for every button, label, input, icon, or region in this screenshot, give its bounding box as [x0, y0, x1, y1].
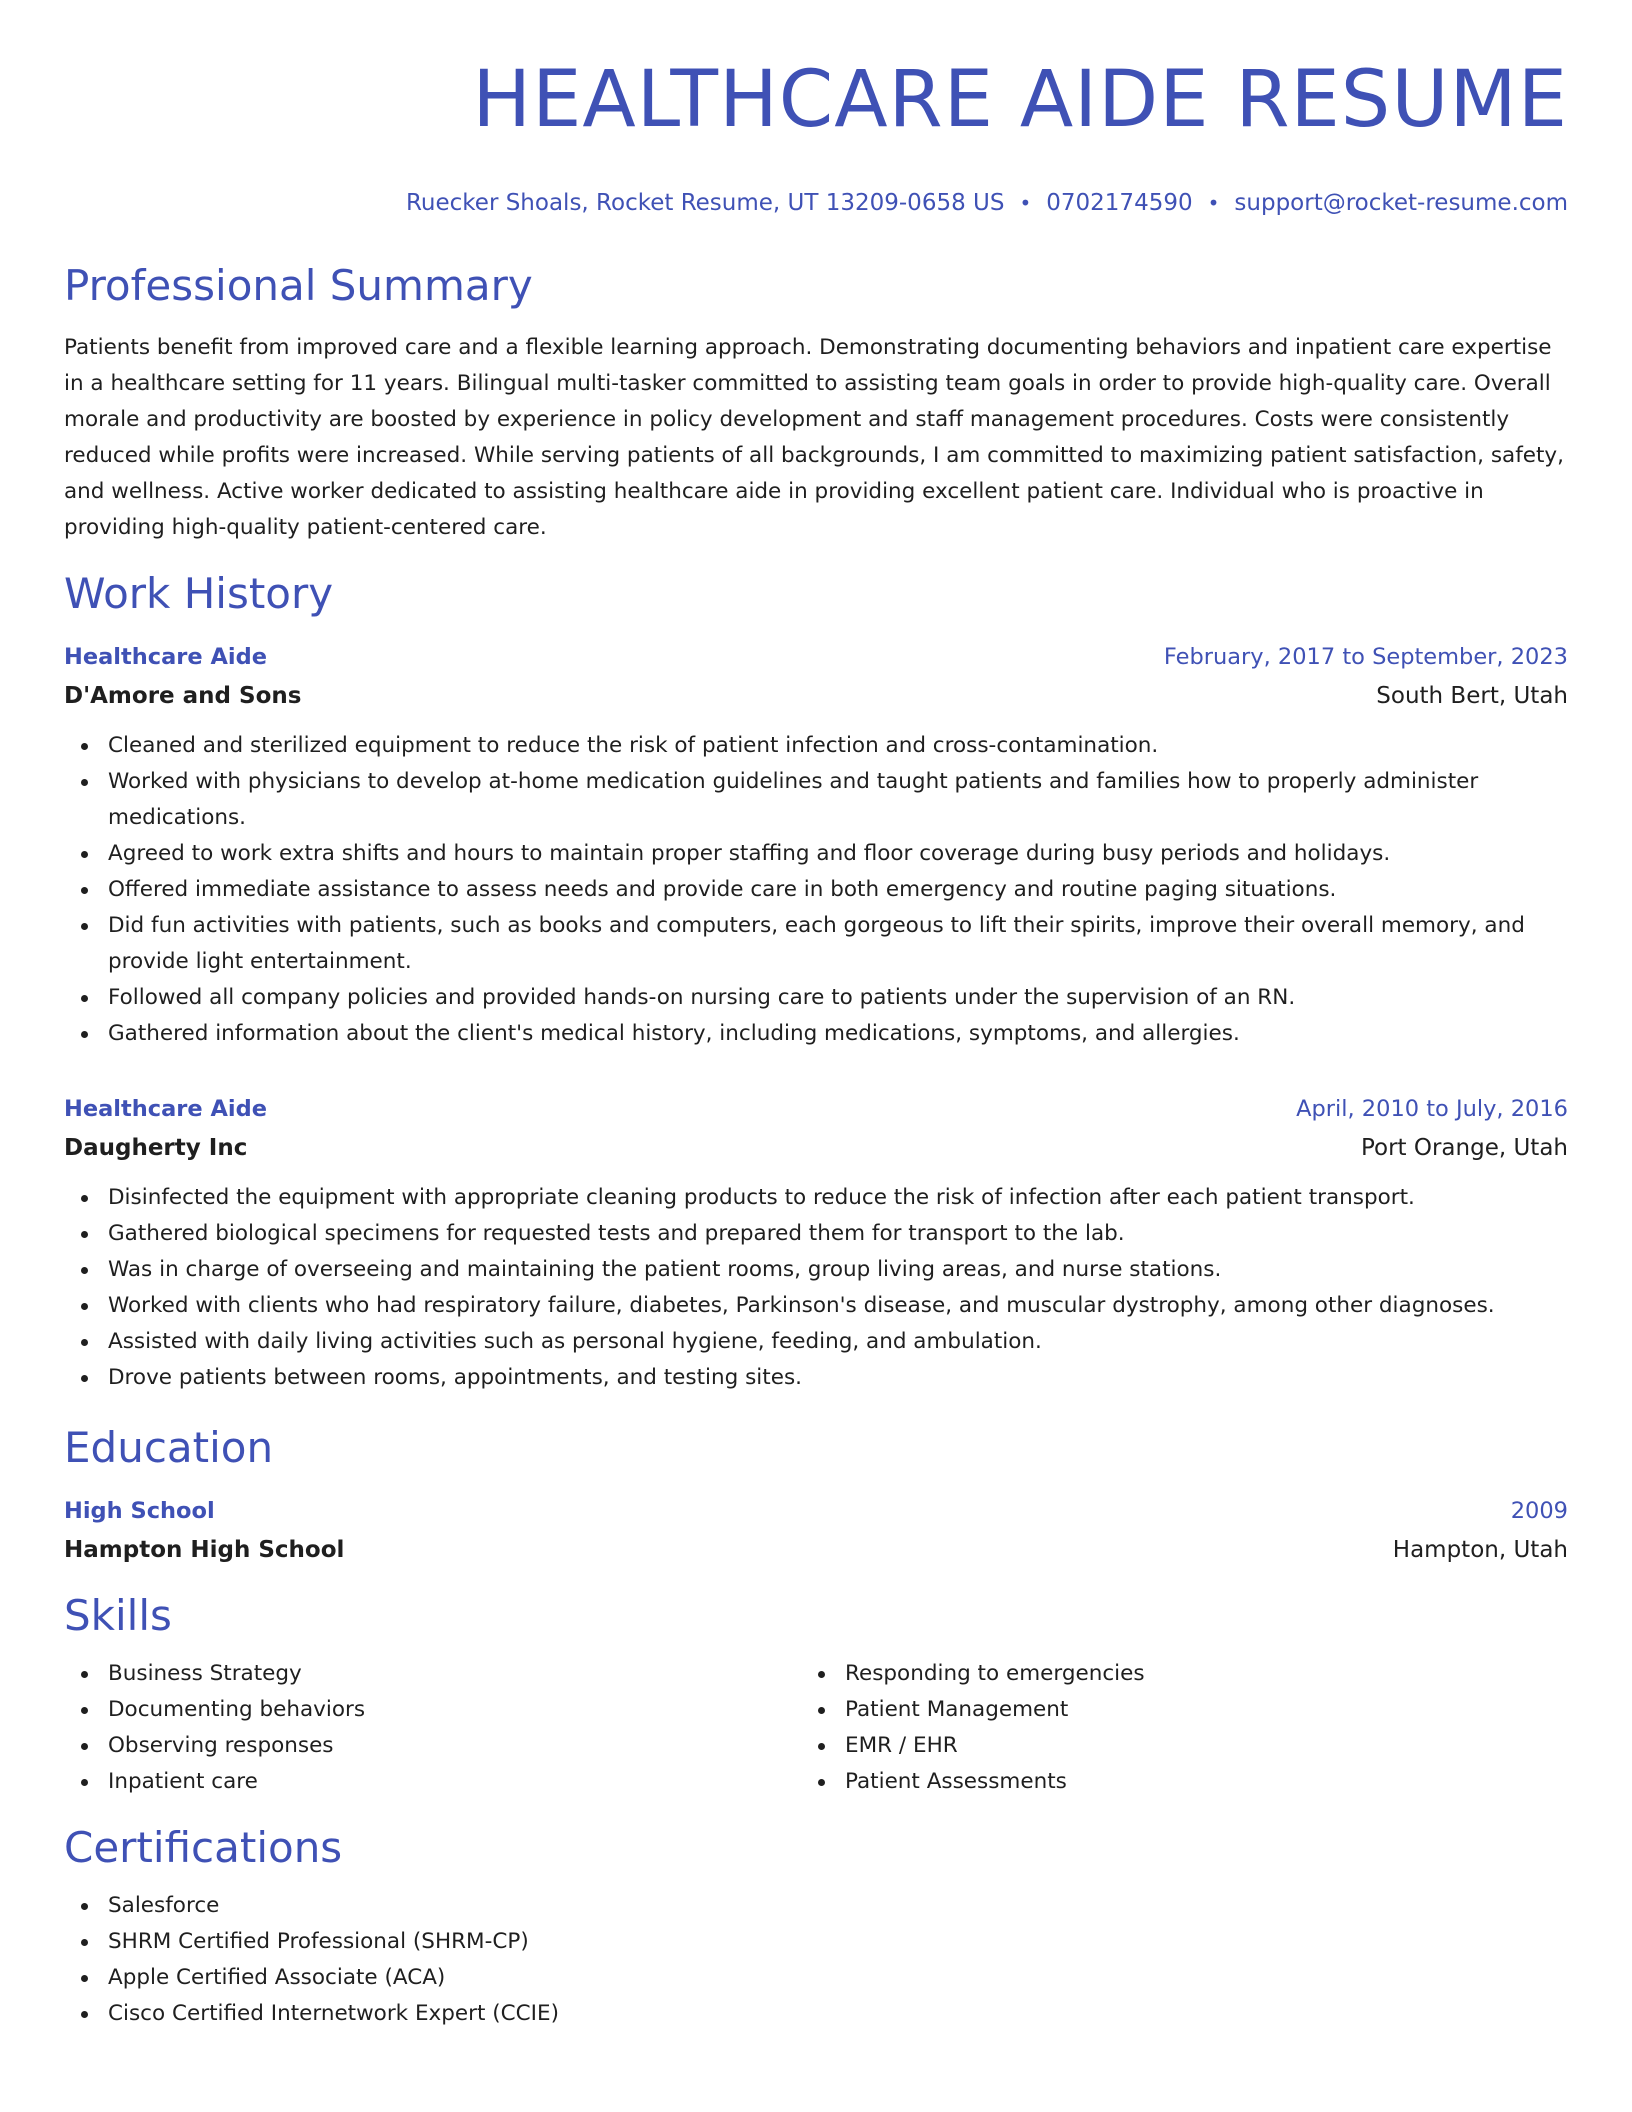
skill-item: Patient Assessments — [801, 1764, 1538, 1800]
job-duty: Offered immediate assistance to assess needs and provide care in both emergency and routine paging situations. — [64, 872, 1568, 908]
skills-columns — [64, 1656, 1568, 1800]
resume-title: HEALTHCARE AIDE RESUME — [472, 55, 1568, 145]
certification-item: Apple Certified Associate (ACA) — [64, 1960, 1568, 1996]
job-entry — [64, 640, 1568, 1052]
certification-item: Cisco Certified Internetwork Expert (CCIE) — [64, 1996, 1568, 2032]
job-duty: Gathered information about the client's medical history, including medications, symptoms, and allergies. — [64, 1016, 1568, 1052]
job-title: Healthcare Aide — [64, 1096, 267, 1122]
education-heading: Education — [64, 1423, 274, 1472]
degree: High School — [64, 1498, 215, 1524]
skills-list-right — [801, 1656, 1538, 1800]
school-name: Hampton High School — [64, 1537, 345, 1563]
company-name: D'Amore and Sons — [64, 683, 302, 709]
professional-summary-text: Patients benefit from improved care and a flexible learning approach. Demonstrating documenting behaviors and inpatient care expertise in a healthcare setting for 11 years. Bilingual multi-tasker committed to assisting team goals in order to provide high-quality care. Overall morale and productivity are boosted by experience in policy development and staff management procedures. Costs were consistently reduced while profits were increased. While serving patients of all backgrounds, I am committed to maximizing patient satisfaction, safety, and wellness. Active worker dedicated to assisting healthcare aide in providing excellent patient care. Individual who is proactive in providing high-quality patient-centered care. — [64, 335, 1564, 540]
certification-item: Salesforce — [64, 1888, 1568, 1924]
education-entry — [64, 1494, 1568, 1568]
job-duty: Was in charge of overseeing and maintaining the patient rooms, group living areas, and nurse stations. — [64, 1252, 1568, 1288]
job-duty: Did fun activities with patients, such as books and computers, each gorgeous to lift their spirits, improve their overall memory, and provide light entertainment. — [64, 908, 1568, 980]
job-dates: April, 2010 to July, 2016 — [1296, 1096, 1568, 1122]
skills-heading: Skills — [64, 1591, 172, 1640]
company-name: Daugherty Inc — [64, 1135, 248, 1161]
job-duty: Assisted with daily living activities such as personal hygiene, feeding, and ambulation. — [64, 1324, 1568, 1360]
job-duties-list — [64, 728, 1568, 1052]
job-location: Port Orange, Utah — [1360, 1135, 1568, 1161]
job-duty: Disinfected the equipment with appropriate cleaning products to reduce the risk of infection after each patient transport. — [64, 1180, 1568, 1216]
certifications-heading: Certifications — [64, 1823, 343, 1872]
contact-email: support@rocket-resume.com — [1234, 190, 1568, 216]
job-duty: Worked with clients who had respiratory failure, diabetes, Parkinson's disease, and muscular dystrophy, among other diagnoses. — [64, 1288, 1568, 1324]
skill-item: EMR / EHR — [801, 1728, 1538, 1764]
professional-summary-heading: Professional Summary — [64, 261, 533, 310]
job-entry — [64, 1092, 1568, 1396]
skill-item: Inpatient care — [64, 1764, 801, 1800]
skills-list-left — [64, 1656, 801, 1800]
skill-item: Responding to emergencies — [801, 1656, 1538, 1692]
job-duty: Cleaned and sterilized equipment to reduce the risk of patient infection and cross-contamination. — [64, 728, 1568, 764]
skill-item: Patient Management — [801, 1692, 1538, 1728]
job-duty: Drove patients between rooms, appointments, and testing sites. — [64, 1360, 1568, 1396]
certification-item: SHRM Certified Professional (SHRM-CP) — [64, 1924, 1568, 1960]
job-duty: Worked with physicians to develop at-home medication guidelines and taught patients and families how to properly administer medications. — [64, 764, 1568, 836]
skill-item: Observing responses — [64, 1728, 801, 1764]
contact-phone: 0702174590 — [1046, 190, 1193, 216]
skill-item: Business Strategy — [64, 1656, 801, 1692]
graduation-year: 2009 — [1510, 1498, 1568, 1524]
contact-line — [64, 188, 1568, 218]
contact-address: Ruecker Shoals, Rocket Resume, UT 13209-0658 US — [405, 190, 1005, 216]
job-duty: Followed all company policies and provided hands-on nursing care to patients under the supervision of an RN. — [64, 980, 1568, 1016]
job-duty: Gathered biological specimens for requested tests and prepared them for transport to the lab. — [64, 1216, 1568, 1252]
job-dates: February, 2017 to September, 2023 — [1163, 644, 1568, 670]
bullet-separator: • — [1019, 191, 1032, 215]
job-duties-list — [64, 1180, 1568, 1396]
bullet-separator: • — [1207, 191, 1220, 215]
job-location: South Bert, Utah — [1376, 683, 1568, 709]
skill-item: Documenting behaviors — [64, 1692, 801, 1728]
work-history-heading: Work History — [64, 569, 334, 618]
job-title: Healthcare Aide — [64, 644, 267, 670]
job-duty: Agreed to work extra shifts and hours to maintain proper staffing and floor coverage during busy periods and holidays. — [64, 836, 1568, 872]
school-location: Hampton, Utah — [1392, 1537, 1568, 1563]
certifications-list — [64, 1888, 1568, 2032]
